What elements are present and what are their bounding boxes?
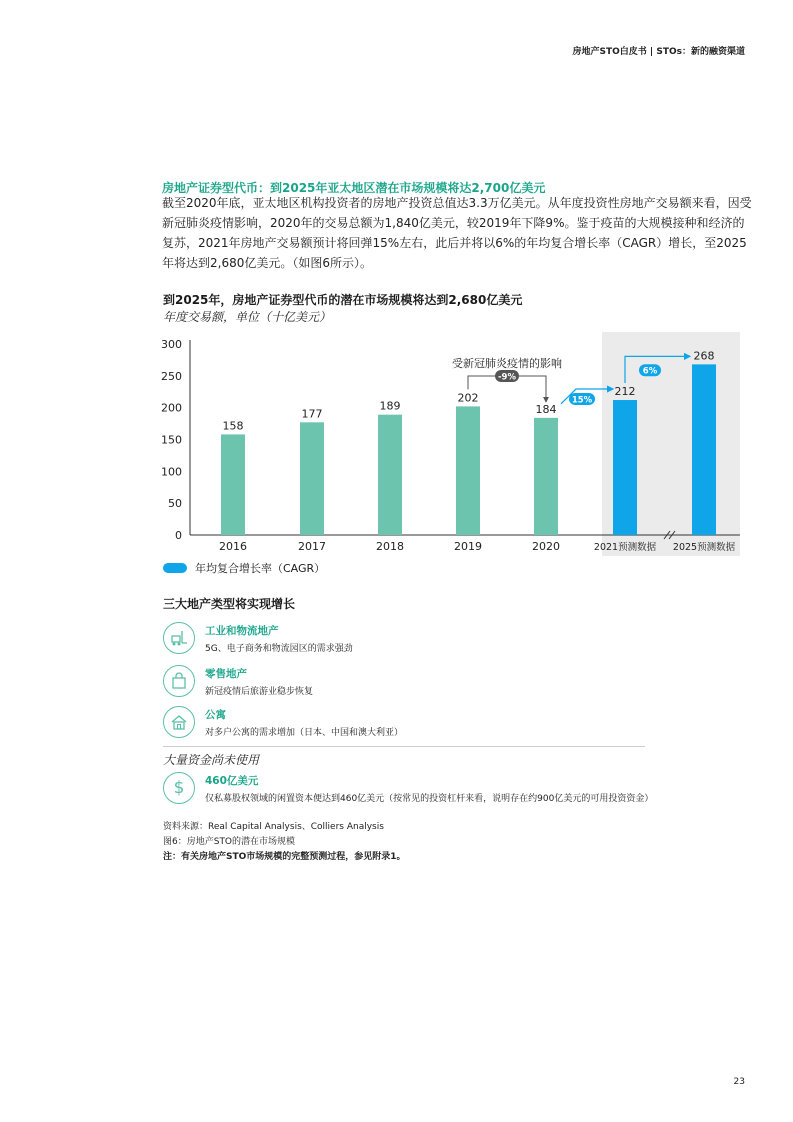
bar-value-label: 202 <box>457 391 479 405</box>
x-tick-label: 2025预测数据 <box>672 542 736 553</box>
y-tick-label: 0 <box>175 529 182 542</box>
legend <box>163 560 325 576</box>
body-paragraph: 截至2020年底，亚太地区机构投资者的房地产投资总值达3.3万亿美元。从年度投资性房地产交易额来看，因受新冠肺炎疫情影响，2020年的交易总额为1,840亿美元，较2019年下降9%。鉴于疫苗的大规模接种和经济的复苏，2021年房地产交易额预计将回弹15%左右，此后并将以6%的年均复合增长率（CAGR）增长，至2025年将达到2,680亿美元。（如图6所示）。 <box>162 196 752 270</box>
sector-desc: 5G、电子商务和物流园区的需求强劲 <box>205 643 353 654</box>
footnote: 注：有关房地产STO市场规模的完整预测过程，参见附录1。 <box>163 852 406 862</box>
unused-capital-item <box>163 772 653 804</box>
unused-capital-title: 大量资金尚未使用 <box>163 753 260 767</box>
sectors-title: 三大地产类型将实现增长 <box>163 597 296 611</box>
legend-swatch-cagr <box>163 563 187 573</box>
header-separator: | <box>649 47 654 57</box>
x-tick-label: 2016 <box>219 540 247 553</box>
x-tick-label: 2017 <box>298 540 326 553</box>
decline-badge-label: -9% <box>498 372 516 383</box>
sector-desc: 新冠疫情后旅游业稳步恢复 <box>205 686 314 697</box>
bar-2019 <box>456 406 480 535</box>
sector-name: 零售地产 <box>205 667 247 680</box>
y-tick-label: 250 <box>161 369 182 383</box>
chart-subtitle: 年度交易额，单位（十亿美元） <box>163 310 332 324</box>
source-line: 资料来源：Real Capital Analysis、Colliers Analysis <box>163 822 384 832</box>
bar-chart <box>150 332 760 560</box>
figure-caption: 图6：房地产STO的潜在市场规模 <box>163 837 296 847</box>
growth-badge-2021-label: 15% <box>571 395 593 406</box>
bar-value-label: 158 <box>222 419 244 433</box>
unused-capital-name: 460亿美元 <box>205 774 259 787</box>
sector-desc: 对多户公寓的需求增加（日本、中国和澳大利亚） <box>205 727 404 738</box>
chart-title: 到2025年，房地产证券型代币的潜在市场规模将达到2,680亿美元 <box>163 293 523 307</box>
y-axis <box>161 338 190 542</box>
bar-2021预测数据 <box>613 400 637 535</box>
section-title: 房地产证券型代币：到2025年亚太地区潜在市场规模将达2,700亿美元 <box>162 181 546 195</box>
running-header <box>573 44 746 57</box>
y-tick-label: 50 <box>168 497 182 511</box>
bar-2016 <box>221 434 245 535</box>
y-tick-label: 150 <box>161 433 182 447</box>
sector-name: 公寓 <box>205 708 226 721</box>
sector-retail <box>163 665 313 697</box>
x-tick-label: 2020 <box>532 540 560 553</box>
house-icon <box>163 706 195 738</box>
y-tick-label: 300 <box>161 338 182 351</box>
header-section: STOs：新的融资渠道 <box>656 47 745 57</box>
covid-annotation: 受新冠肺炎疫情的影响 <box>452 357 562 370</box>
bar-2017 <box>300 422 324 535</box>
forklift-icon <box>163 622 195 654</box>
bar-value-label: 268 <box>693 349 715 363</box>
bar-value-label: 212 <box>614 385 636 399</box>
y-tick-label: 200 <box>161 401 182 415</box>
page-number: 23 <box>733 1077 745 1087</box>
bar-value-label: 189 <box>379 399 401 413</box>
sector-apartment <box>163 706 403 738</box>
growth-badge-2025-label: 6% <box>642 366 658 377</box>
legend-label: 年均复合增长率（CAGR） <box>195 562 326 575</box>
shopping-bag-icon <box>163 665 195 697</box>
bar-value-label: 177 <box>301 407 323 421</box>
sector-industrial <box>163 622 353 654</box>
x-tick-label: 2019 <box>454 540 482 553</box>
unused-capital-desc: 仅私募股权领域的闲置资本便达到460亿美元（按常见的投资杠杆来看，说明存在约900亿美元的可用投资资金） <box>205 793 654 804</box>
x-tick-label: 2021预测数据 <box>593 542 657 553</box>
bar-2018 <box>378 415 402 535</box>
bar-2020 <box>534 418 558 535</box>
header-doc-title: 房地产STO白皮书 <box>572 47 647 57</box>
bar-value-label: 184 <box>535 402 557 416</box>
bar-2025预测数据 <box>692 364 716 535</box>
sector-name: 工业和物流地产 <box>205 624 279 637</box>
y-tick-label: 100 <box>161 465 182 479</box>
divider <box>163 746 645 747</box>
dollar-icon: $ <box>163 772 195 804</box>
x-tick-label: 2018 <box>376 540 404 553</box>
